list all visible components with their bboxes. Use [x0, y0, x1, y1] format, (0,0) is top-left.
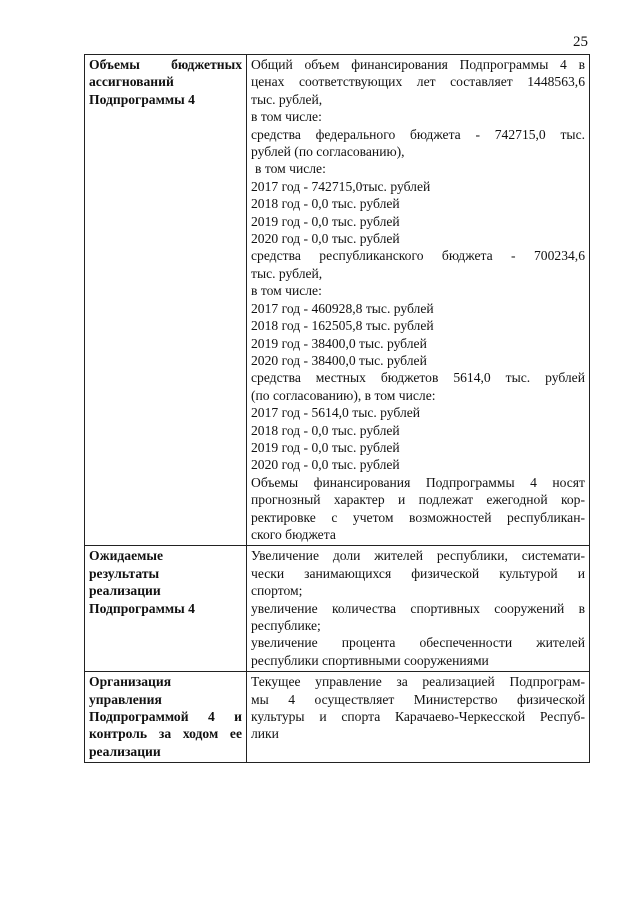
content-line: 2018 год - 0,0 тыс. рублей: [251, 422, 400, 438]
page-number: 25: [573, 34, 588, 50]
content-line: 2019 год - 0,0 тыс. рублей: [251, 213, 400, 229]
content-line: мы 4 осуществляет Министерство физической: [251, 691, 585, 707]
row-expected-results: [85, 546, 590, 672]
label-line: ассигнований: [89, 74, 174, 90]
content-line: ского бюджета: [251, 526, 336, 542]
content-line: Увеличение доли жителей республики, системати-: [251, 548, 585, 564]
content-line: 2017 год - 5614,0 тыс. рублей: [251, 405, 421, 421]
label-line: реализации: [89, 743, 161, 759]
row-content: [247, 55, 590, 546]
row-label: [85, 672, 247, 763]
content-line: средства республиканского бюджета - 700234,6: [251, 248, 585, 264]
label-line: Подпрограммы 4: [89, 600, 195, 616]
content-line: ректировке с учетом возможностей республикан-: [251, 509, 585, 525]
label-line: результаты: [89, 565, 160, 581]
label-line: Подпрограммы 4: [89, 91, 195, 107]
content-line: тыс. рублей,: [251, 91, 323, 107]
content-line: 2020 год - 38400,0 тыс. рублей: [251, 352, 427, 368]
content-line: 2020 год - 0,0 тыс. рублей: [251, 457, 400, 473]
content-line: средства федерального бюджета - 742715,0 тыс.: [251, 126, 585, 142]
content-line: тыс. рублей,: [251, 265, 323, 281]
content-line: ценах соответствующих лет составляет 1448563,6: [251, 74, 585, 90]
content-line: в том числе:: [251, 109, 322, 125]
content-line: чески занимающихся физической культурой и: [251, 565, 585, 581]
content-line: средства местных бюджетов 5614,0 тыс. рублей: [251, 370, 585, 386]
content-line: (по согласованию), в том числе:: [251, 387, 436, 403]
content-line: рублей (по согласованию),: [251, 144, 405, 160]
row-label: [85, 55, 247, 546]
content-line: в том числе:: [251, 283, 322, 299]
content-line: в том числе:: [255, 161, 326, 177]
label-line: контроль за ходом ее: [89, 726, 242, 742]
content-line: прогнозный характер и подлежат ежегодной кор-: [251, 492, 585, 508]
content-line: Текущее управление за реализацией Подпрограм-: [251, 674, 585, 690]
row-label: [85, 546, 247, 672]
content-line: 2019 год - 38400,0 тыс. рублей: [251, 335, 427, 351]
content-line: республики спортивными сооружениями: [251, 652, 489, 668]
content-line: лики: [251, 726, 279, 742]
content-line: республике;: [251, 618, 321, 633]
label-line: Ожидаемые: [89, 548, 164, 564]
row-content: [247, 546, 590, 672]
content-line: 2019 год - 0,0 тыс. рублей: [251, 439, 400, 455]
content-line: спортом;: [251, 583, 303, 599]
content-line: 2018 год - 162505,8 тыс. рублей: [251, 318, 434, 334]
content-line: культуры и спорта Карачаево-Черкесской Респуб-: [251, 709, 585, 725]
content-line: 2017 год - 460928,8 тыс. рублей: [251, 300, 434, 316]
label-line: Подпрограммой 4 и: [89, 709, 242, 725]
row-content: [247, 672, 590, 763]
label-line: Объемы бюджетных: [89, 57, 242, 72]
content-line: 2020 год - 0,0 тыс. рублей: [251, 231, 400, 247]
content-line: увеличение процента обеспеченности жителей: [251, 635, 585, 651]
row-management-control: [85, 672, 590, 763]
content-line: увеличение количества спортивных сооружений в: [251, 600, 585, 616]
content-line: Общий объем финансирования Подпрограммы 4 в: [251, 57, 585, 72]
row-budget-allocations: [85, 55, 590, 546]
label-line: управления: [89, 691, 162, 707]
content-line: Объемы финансирования Подпрограммы 4 носят: [251, 474, 585, 490]
content-line: 2018 год - 0,0 тыс. рублей: [251, 196, 400, 212]
passport-table: [84, 54, 590, 763]
content-line: 2017 год - 742715,0тыс. рублей: [251, 178, 431, 194]
label-line: Организация: [89, 674, 172, 690]
label-line: реализации: [89, 583, 161, 599]
